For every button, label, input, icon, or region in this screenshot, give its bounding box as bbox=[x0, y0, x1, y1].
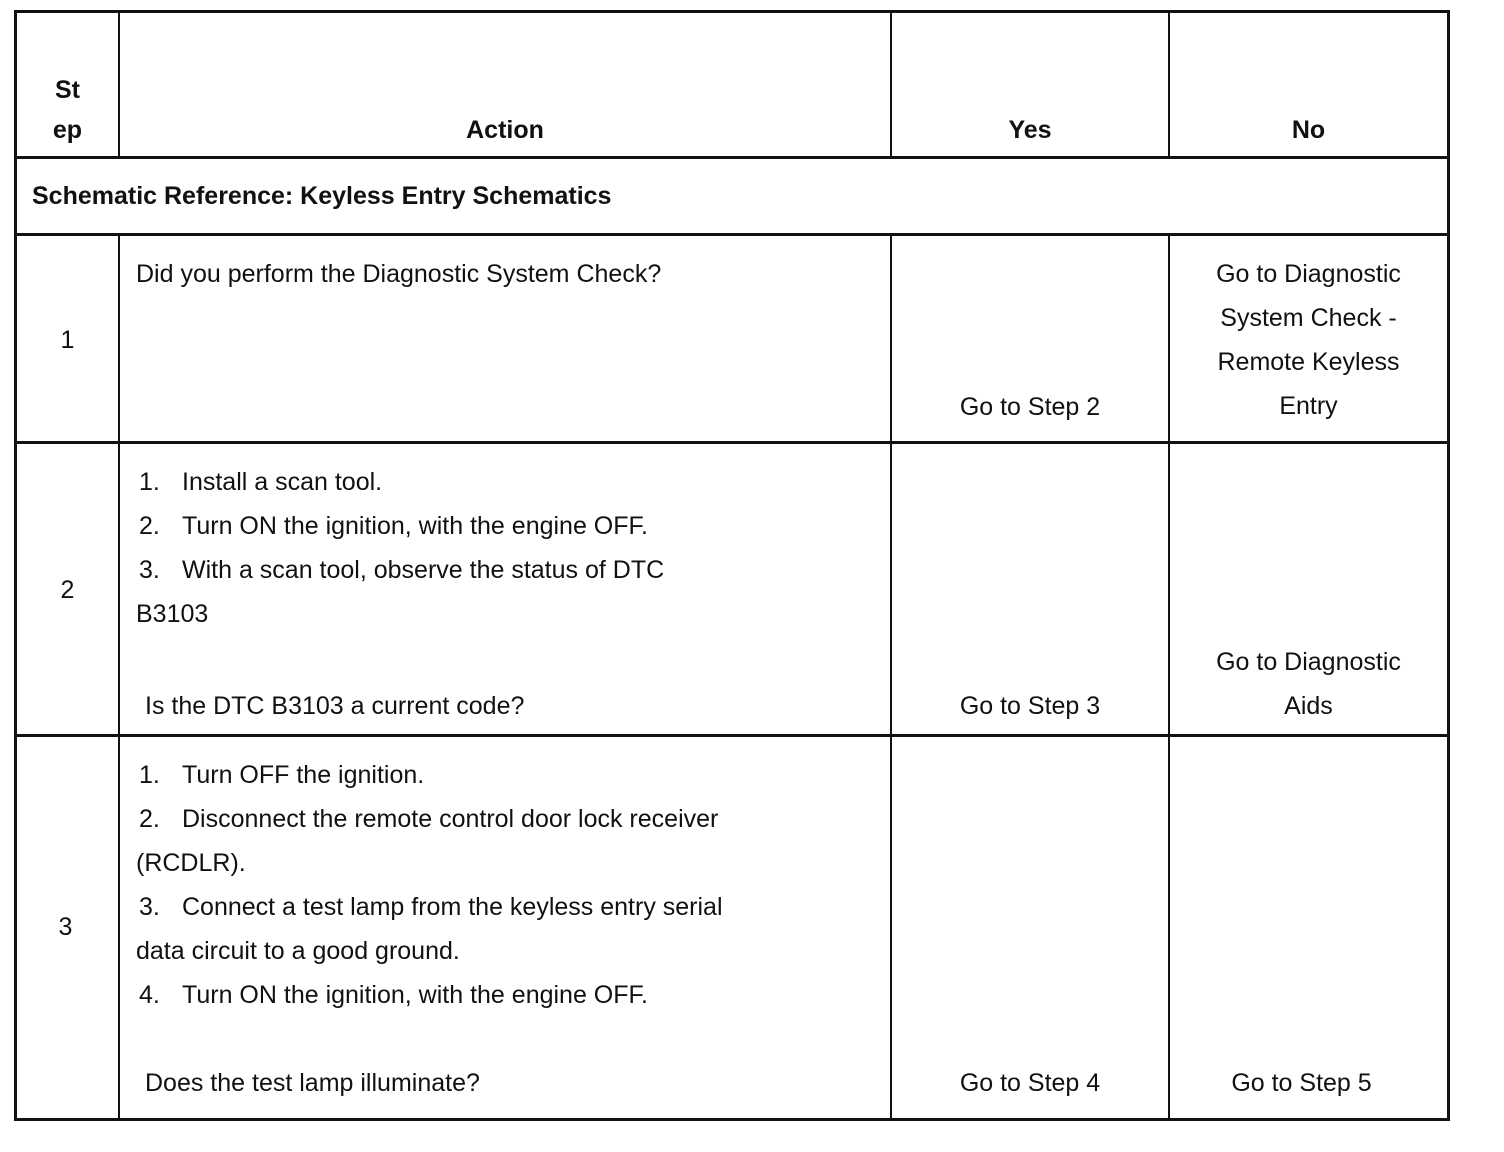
no-line: Entry bbox=[1279, 392, 1338, 420]
no-cell bbox=[1170, 444, 1447, 734]
yes-cell bbox=[892, 444, 1170, 734]
no-line: Go to Diagnostic bbox=[1216, 260, 1401, 288]
question-text: Is the DTC B3103 a current code? bbox=[145, 692, 525, 720]
step-number: 3 bbox=[58, 913, 73, 941]
action-cell bbox=[120, 444, 892, 734]
list-item-number: 2. bbox=[139, 512, 160, 540]
no-line: System Check - bbox=[1220, 304, 1397, 332]
no-link[interactable]: Go to Step 5 bbox=[1231, 1069, 1372, 1097]
question-text: Does the test lamp illuminate? bbox=[145, 1069, 480, 1097]
no-line: Remote Keyless bbox=[1217, 348, 1400, 376]
list-item bbox=[136, 885, 882, 929]
list-item-number: 3. bbox=[139, 556, 160, 584]
action-text: Did you perform the Diagnostic System Check? bbox=[136, 260, 662, 288]
step-number-cell bbox=[17, 737, 120, 1118]
no-cell bbox=[1170, 236, 1447, 441]
list-item-text: With a scan tool, observe the status of DTC bbox=[182, 556, 665, 584]
yes-link[interactable]: Go to Step 4 bbox=[959, 1069, 1101, 1097]
list-item-text: Turn ON the ignition, with the engine OFF. bbox=[182, 981, 648, 1009]
list-item bbox=[136, 973, 882, 1017]
table-header-row bbox=[17, 13, 1447, 159]
step-number-cell bbox=[17, 444, 120, 734]
list-item-text: Install a scan tool. bbox=[182, 468, 383, 496]
list-item-text: Turn OFF the ignition. bbox=[182, 761, 425, 789]
header-no-label: No bbox=[1291, 116, 1326, 144]
list-item bbox=[136, 797, 882, 841]
list-item-text: Connect a test lamp from the keyless entry serial bbox=[182, 893, 723, 921]
header-step-line2: ep bbox=[52, 116, 83, 144]
header-action bbox=[120, 13, 892, 156]
header-yes bbox=[892, 13, 1170, 156]
no-line: Aids bbox=[1284, 692, 1333, 720]
table-row bbox=[17, 444, 1447, 737]
step-number: 1 bbox=[60, 326, 75, 354]
header-step-line1: St bbox=[55, 76, 80, 104]
no-cell bbox=[1170, 737, 1447, 1118]
list-item-continuation: B3103 bbox=[136, 600, 209, 628]
header-no bbox=[1170, 13, 1447, 156]
list-item-text: Turn ON the ignition, with the engine OFF. bbox=[182, 512, 648, 540]
table-row bbox=[17, 236, 1447, 444]
list-item-number: 1. bbox=[139, 468, 160, 496]
list-item-text: Disconnect the remote control door lock receiver bbox=[182, 805, 719, 833]
list-item bbox=[136, 548, 882, 592]
table-row bbox=[17, 737, 1447, 1118]
yes-link[interactable]: Go to Step 3 bbox=[959, 692, 1101, 720]
no-line: Go to Diagnostic bbox=[1216, 648, 1401, 676]
list-item bbox=[136, 460, 882, 504]
header-action-label: Action bbox=[466, 116, 544, 144]
header-yes-label: Yes bbox=[1008, 116, 1052, 144]
schematic-reference: Schematic Reference: Keyless Entry Schematics bbox=[32, 182, 612, 210]
no-link[interactable] bbox=[1170, 640, 1447, 728]
step-number: 2 bbox=[60, 576, 75, 604]
list-item-number: 1. bbox=[139, 761, 160, 789]
list-item bbox=[136, 753, 882, 797]
list-item-continuation: (RCDLR). bbox=[136, 849, 246, 877]
no-link[interactable] bbox=[1170, 252, 1447, 428]
list-item-number: 2. bbox=[139, 805, 160, 833]
action-cell bbox=[120, 737, 892, 1118]
list-item-continuation: data circuit to a good ground. bbox=[136, 937, 460, 965]
action-list bbox=[136, 460, 882, 636]
action-list bbox=[136, 753, 882, 1017]
yes-link[interactable]: Go to Step 2 bbox=[959, 393, 1101, 421]
yes-cell bbox=[892, 737, 1170, 1118]
action-cell bbox=[120, 236, 892, 441]
list-item bbox=[136, 504, 882, 548]
schematic-reference-row bbox=[17, 159, 1447, 236]
list-item-number: 3. bbox=[139, 893, 160, 921]
list-item-number: 4. bbox=[139, 981, 160, 1009]
diagnostic-table bbox=[14, 10, 1450, 1121]
header-step bbox=[17, 13, 120, 156]
step-number-cell bbox=[17, 236, 120, 441]
yes-cell bbox=[892, 236, 1170, 441]
